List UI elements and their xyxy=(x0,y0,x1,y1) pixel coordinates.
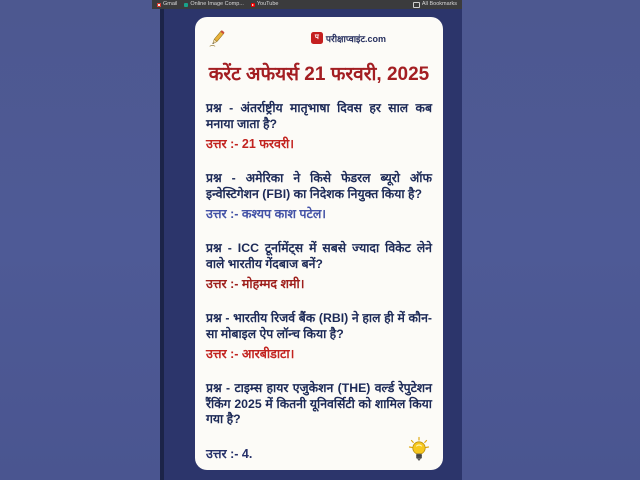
qa-item-1 xyxy=(206,101,432,152)
page-title: करेंट अफेयर्स 21 फरवरी, 2025 xyxy=(208,64,430,85)
bookmark-label: Gmail xyxy=(163,1,178,7)
question-text: प्रश्न - टाइम्स हायर एजुकेशन (THE) वर्ल्ड रेपुटेशन रैंकिंग 2025 में कितनी यूनिवर्सिटी को शामिल किया गया है? xyxy=(206,381,432,426)
question-text: प्रश्न - भारतीय रिजर्व बैंक (RBI) ने हाल ही में कौन-सा मोबाइल ऐप लॉन्च किया है? xyxy=(206,311,432,341)
answer-text: उत्तर :- 21 फरवरी। xyxy=(206,137,295,151)
question-text: प्रश्न - अंतर्राष्ट्रीय मातृभाषा दिवस हर साल कब मनाया जाता है? xyxy=(206,101,432,131)
qa-item-4 xyxy=(206,311,432,362)
answer-text: उत्तर :- कश्यप काश पटेल। xyxy=(206,207,327,221)
quiz-card xyxy=(195,17,443,470)
qa-item-2 xyxy=(206,171,432,222)
bookmark-label: YouTube xyxy=(256,1,279,7)
gmail-icon xyxy=(157,3,161,7)
question-text: प्रश्न - ICC टूर्नामेंट्स में सबसे ज्यादा विकेट लेने वाले भारतीय गेंदबाज बनें? xyxy=(206,241,432,271)
answer-text: उत्तर :- आरबीडाटा। xyxy=(206,347,295,361)
parikshapoint-logo-icon: प xyxy=(311,32,323,44)
all-bookmarks-button[interactable] xyxy=(413,0,457,9)
pencil-icon xyxy=(206,27,228,49)
qa-list xyxy=(206,101,432,462)
qa-item-5 xyxy=(206,381,432,462)
bookmark-gmail[interactable] xyxy=(157,0,177,9)
answer-text: उत्तर :- 4. xyxy=(206,446,253,461)
browser-bookmarks-bar xyxy=(152,0,462,9)
all-bookmarks-label: All Bookmarks xyxy=(421,1,457,7)
bookmark-youtube[interactable] xyxy=(251,0,279,9)
folder-icon xyxy=(413,2,420,8)
site-logo-text: परीक्षाप्वाइंट.com xyxy=(325,33,386,44)
qa-item-3 xyxy=(206,241,432,292)
image-tool-icon xyxy=(184,3,188,7)
lightbulb-icon xyxy=(405,436,433,464)
youtube-icon xyxy=(251,3,255,7)
bookmark-online-image-comp[interactable] xyxy=(184,0,244,9)
card-header xyxy=(206,26,432,50)
site-logo xyxy=(311,32,386,45)
bookmark-label: Online Image Comp... xyxy=(190,1,244,7)
question-text: प्रश्न - अमेरिका ने किसे फेडरल ब्यूरो ऑफ इन्वेस्टिगेशन (FBI) का निदेशक नियुक्त किया है? xyxy=(206,171,432,201)
answer-text: उत्तर :- मोहम्मद शमी। xyxy=(206,277,305,291)
